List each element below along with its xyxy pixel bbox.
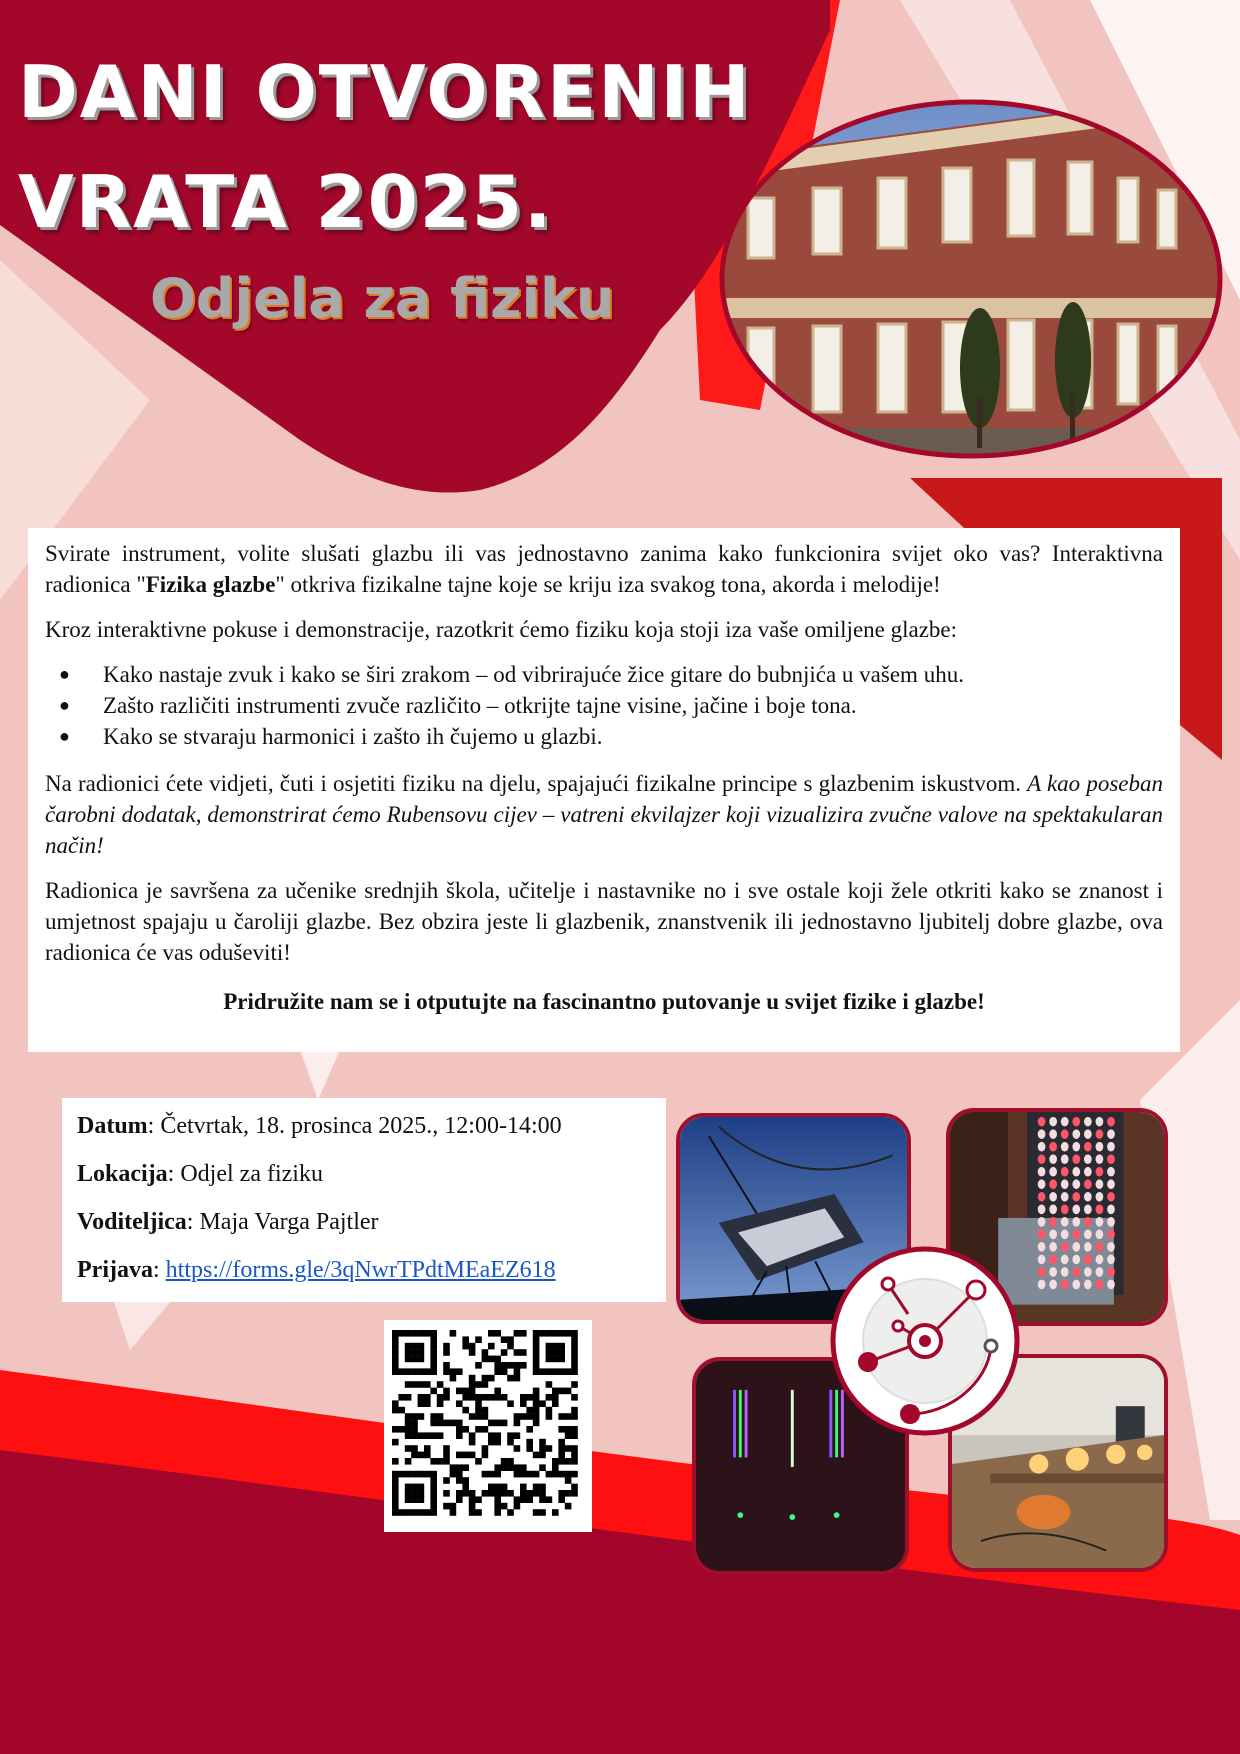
workshop-name: Fizika glazbe (145, 572, 276, 597)
poster-title-line-2: VRATA 2025. (18, 160, 554, 244)
intro-text-part: " otkriva fizikalne tajne koje se kriju iza svakog tona, akorda i melodije! (275, 572, 941, 597)
topics-list (45, 659, 1163, 752)
list-item: ● Kako nastaje zvuk i kako se širi zrakom – od vibrirajuće žice gitare do bubnjića u vašem uhu. (103, 659, 1163, 690)
host-label: Voditeljica (77, 1209, 187, 1235)
host-line: Voditeljica: Maja Varga Pajtler (77, 1209, 379, 1235)
location-label: Lokacija (77, 1161, 168, 1187)
rubens-text-italic: A kao poseban čarobni dodatak, demonstrirat ćemo Rubensovu cijev – vatreni ekvilajzer koji vizualizira zvučne valove na spektakularan način! (45, 771, 1163, 858)
poster-title-line-1: DANI OTVORENIH (18, 50, 752, 134)
intro-paragraph (45, 538, 1163, 600)
rubens-text-regular: Na radionici ćete vidjeti, čuti i osjetiti fiziku na djelu, spajajući fizikalne principe s glazbenim iskustvom. (45, 771, 1028, 796)
signup-label: Prijava (77, 1257, 153, 1283)
description-box (28, 528, 1180, 1052)
host-value: Maja Varga Pajtler (199, 1209, 379, 1235)
audience-paragraph: Radionica je savršena za učenike srednjih škola, učitelje i nastavnike no i sve ostale koji žele otkriti kako se znanost i umjetnost spajaju u čaroliji glazbe. Bez obzira jeste li glazbenik, znanstvenik ili jednostavno ljubitelj dobre glazbe, ova radionica će vas oduševiti! (45, 878, 1163, 965)
list-item: ● Zašto različiti instrumenti zvuče različito – otkrijte tajne visine, jačine i boje tona. (103, 690, 1163, 721)
poster-subtitle: Odjela za fiziku (150, 267, 615, 330)
signup-link[interactable]: https://forms.gle/3qNwrTPdtMEaEZ618 (165, 1257, 556, 1283)
demo-paragraph: Kroz interaktivne pokuse i demonstracije, razotkrit ćemo fiziku koja stoji iza vaše omiljene glazbe: (45, 617, 958, 642)
date-line: Datum: Četvrtak, 18. prosinca 2025., 12:00-14:00 (77, 1113, 562, 1139)
location-line: Lokacija: Odjel za fiziku (77, 1161, 323, 1187)
building-photo (718, 98, 1224, 460)
date-label: Datum (77, 1113, 148, 1139)
network-molecule-icon (828, 1244, 1022, 1438)
qr-code-icon[interactable] (384, 1320, 592, 1532)
date-value: Četvrtak, 18. prosinca 2025., 12:00-14:00 (160, 1113, 562, 1139)
rubens-paragraph (45, 768, 1163, 861)
intro-text-part: Svirate instrument, volite slušati glazbu ili vas jednostavno zanima kako funkcionira svijet oko vas? Interaktivna radionica " (45, 541, 1163, 597)
callout-text: Pridružite nam se i otputujte na fascinantno putovanje u svijet fizike i glazbe! (223, 989, 985, 1014)
event-details (62, 1098, 666, 1302)
signup-line: Prijava: https://forms.gle/3qNwrTPdtMEaEZ618 (77, 1257, 556, 1283)
location-value: Odjel za fiziku (180, 1161, 323, 1187)
list-item: ● Kako se stvaraju harmonici i zašto ih čujemo u glazbi. (103, 721, 1163, 752)
